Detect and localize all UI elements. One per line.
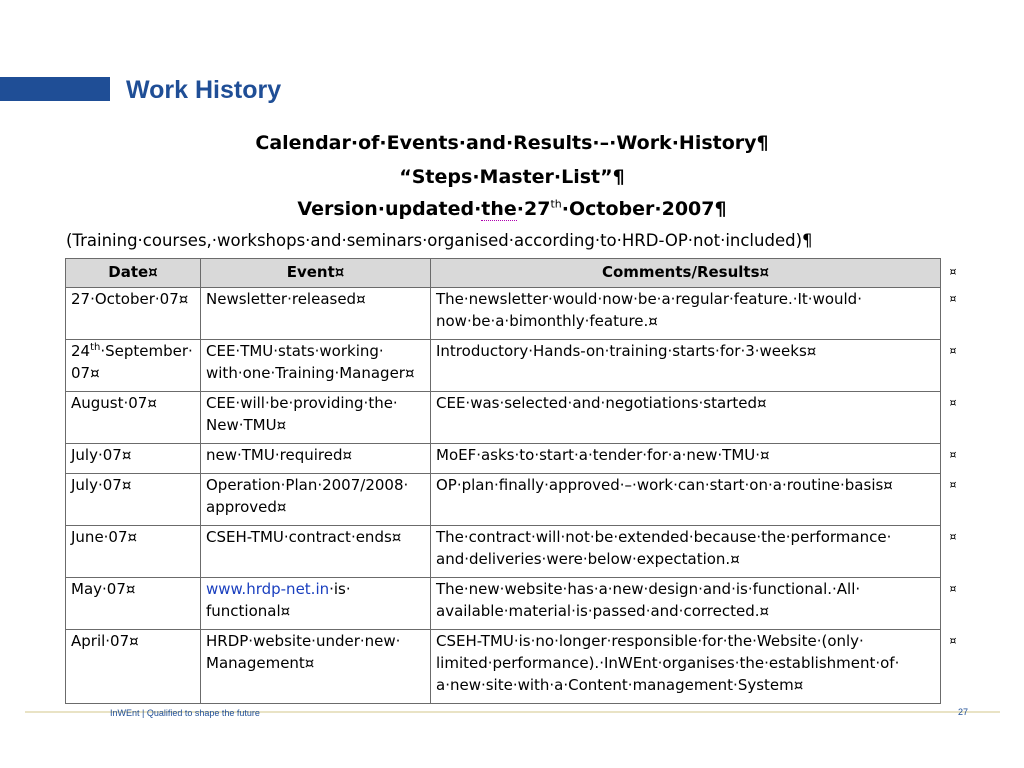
website-link[interactable]: www.hrdp-net.in	[206, 580, 330, 598]
document-heading-master-list: “Steps·Master·List”¶	[399, 166, 625, 188]
cell-comments: The·newsletter·would·now·be·a·regular·feature.·It·would· now·be·a·bimonthly·feature.¤	[431, 288, 941, 340]
cell-comments: CEE·was·selected·and·negotiations·started¤	[431, 392, 941, 444]
footer-tagline: InWEnt | Qualified to shape the future	[110, 708, 260, 718]
slide-title: Work History	[126, 76, 282, 104]
header-end-mark: ¤	[941, 259, 966, 288]
cell-date	[66, 340, 201, 392]
row-end-mark: ¤	[941, 578, 966, 630]
events-table	[65, 258, 965, 704]
event-rest: ·is· functional¤	[206, 580, 351, 620]
cell-event: new·TMU·required¤	[201, 444, 431, 474]
cell-comments: OP·plan·finally·approved·–·work·can·start·on·a·routine·basis¤	[431, 474, 941, 526]
row-end-mark: ¤	[941, 444, 966, 474]
cell-date: August·07¤	[66, 392, 201, 444]
table-row	[66, 578, 966, 630]
table-row	[66, 630, 966, 704]
row-end-mark: ¤	[941, 630, 966, 704]
row-end-mark: ¤	[941, 392, 966, 444]
document-subtitle: (Training·courses,·workshops·and·seminars·organised·according·to·HRD-OP·not·included)¶	[66, 231, 813, 250]
row-end-mark: ¤	[941, 288, 966, 340]
cell-comments: CSEH-TMU·is·no·longer·responsible·for·the·Website·(only· limited·performance).·InWEnt·organises·the·establishment·of· a·new·site·with·a·Content·management·System¤	[431, 630, 941, 704]
page-number: 27	[958, 707, 969, 717]
cell-date: 27·October·07¤	[66, 288, 201, 340]
version-text-end: ·October·2007¶	[561, 198, 727, 220]
document-heading-calendar: Calendar·of·Events·and·Results·–·Work·History¶	[255, 132, 769, 154]
cell-event: CSEH-TMU·contract·ends¤	[201, 526, 431, 578]
cell-date: May·07¤	[66, 578, 201, 630]
cell-date: June·07¤	[66, 526, 201, 578]
row-end-mark: ¤	[941, 340, 966, 392]
cell-comments: The·new·website·has·a·new·design·and·is·functional.·All· available·material·is·passed·and·corrected.¤	[431, 578, 941, 630]
cell-date: July·07¤	[66, 444, 201, 474]
table-row	[66, 444, 966, 474]
cell-comments: Introductory·Hands-on·training·starts·for·3·weeks¤	[431, 340, 941, 392]
table-row	[66, 288, 966, 340]
version-text-start: Version·updated·	[297, 198, 482, 220]
header-comments: Comments/Results¤	[431, 259, 941, 288]
cell-event: CEE·will·be·providing·the· New·TMU¤	[201, 392, 431, 444]
cell-event: Newsletter·released¤	[201, 288, 431, 340]
date-day: 24	[71, 342, 91, 360]
cell-comments: MoEF·asks·to·start·a·tender·for·a·new·TMU·¤	[431, 444, 941, 474]
version-text-the: the	[481, 198, 517, 220]
cell-date: July·07¤	[66, 474, 201, 526]
table-header-row	[66, 259, 966, 288]
date-rest: ·September· 07¤	[71, 342, 193, 382]
cell-event: Operation·Plan·2007/2008· approved¤	[201, 474, 431, 526]
header-event: Event¤	[201, 259, 431, 288]
header-date: Date¤	[66, 259, 201, 288]
date-sup: th	[90, 342, 101, 353]
cell-event: HRDP·website·under·new· Management¤	[201, 630, 431, 704]
table-row	[66, 340, 966, 392]
cell-comments: The·contract·will·not·be·extended·because·the·performance· and·deliveries·were·below·expectation.¤	[431, 526, 941, 578]
row-end-mark: ¤	[941, 526, 966, 578]
cell-date: April·07¤	[66, 630, 201, 704]
document-heading-version	[0, 197, 1024, 221]
version-text-sup: th	[550, 197, 562, 211]
cell-event	[201, 578, 431, 630]
row-end-mark: ¤	[941, 474, 966, 526]
title-accent-bar	[0, 77, 110, 101]
table-row	[66, 474, 966, 526]
cell-event: CEE·TMU·stats·working· with·one·Training·Manager¤	[201, 340, 431, 392]
version-text-day: ·27	[516, 198, 551, 220]
table-row	[66, 392, 966, 444]
table-row	[66, 526, 966, 578]
